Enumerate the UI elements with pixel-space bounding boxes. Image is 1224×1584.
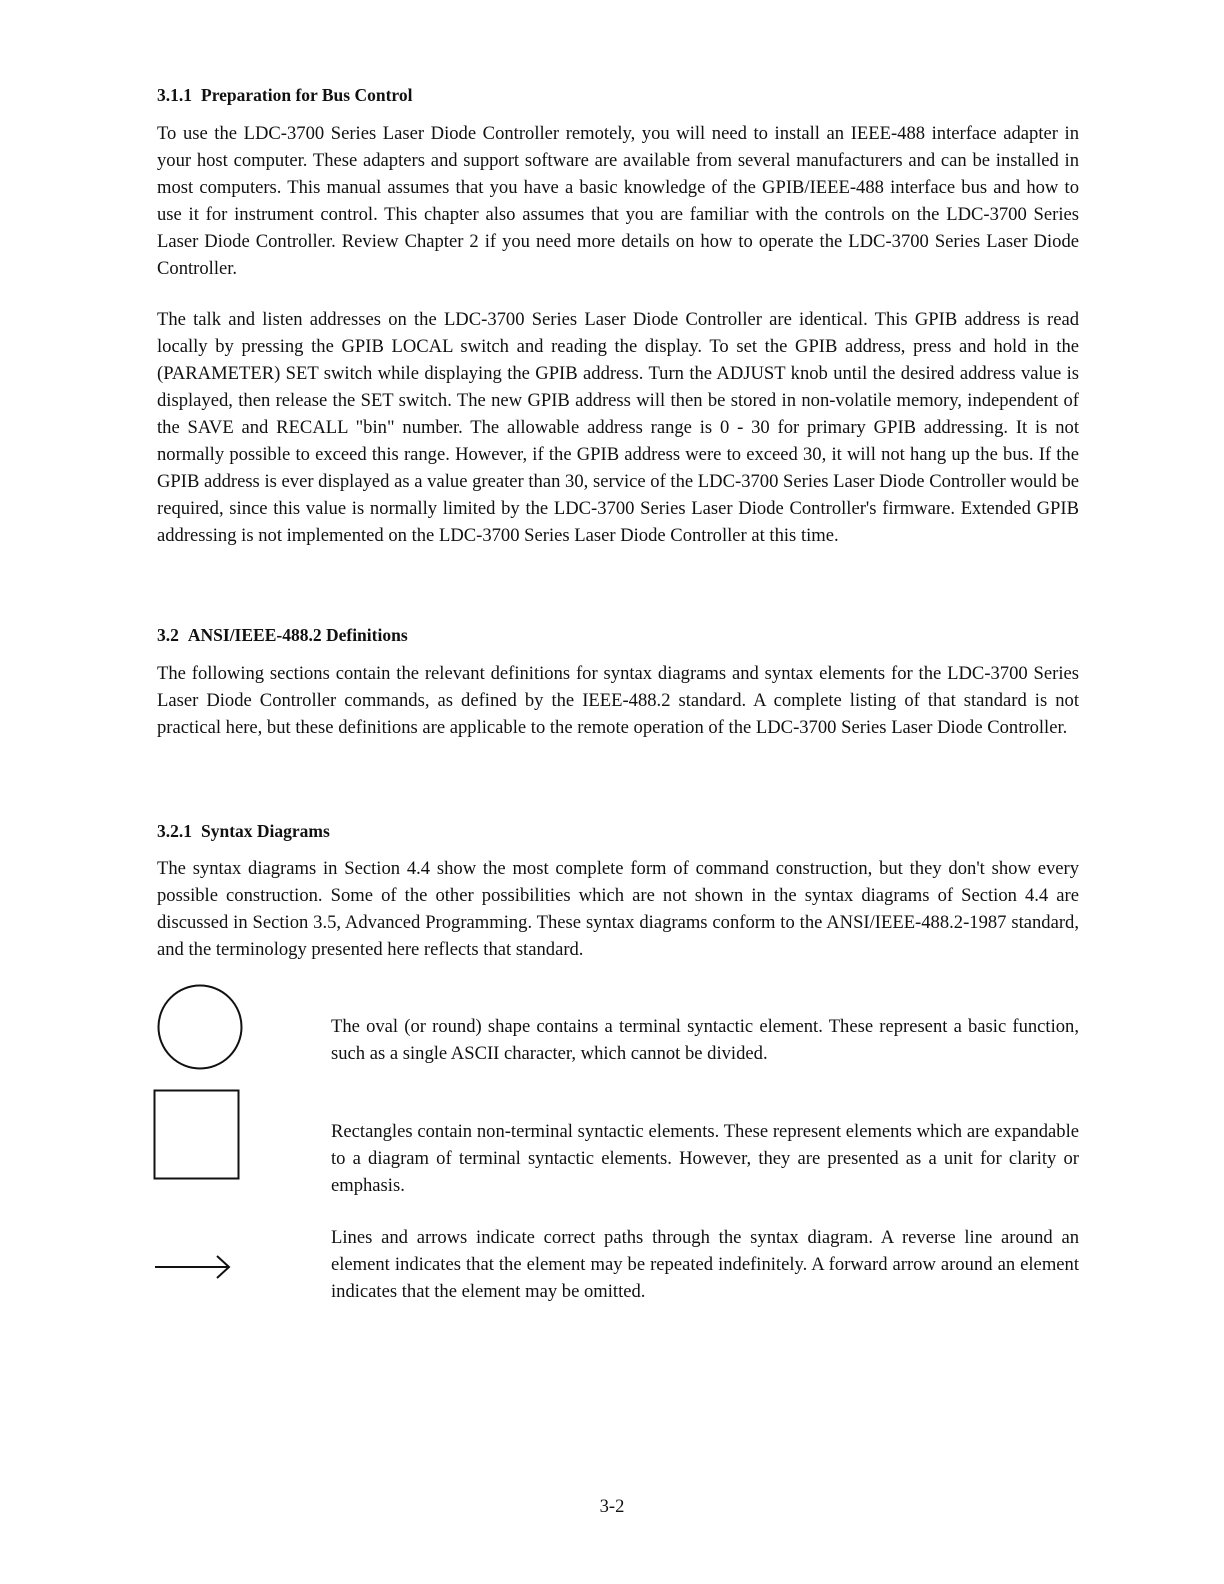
oval-symbol [155, 982, 245, 1072]
section-title: Preparation for Bus Control [201, 85, 413, 105]
legend-arrow-description: Lines and arrows indicate correct paths through the syntax diagram. A reverse line around an element indicates that the element may be repeated indefinitely. A forward arrow around an element indicates that the element may be omitted. [331, 1227, 1079, 1302]
section-heading-3-2-1 [157, 820, 330, 842]
paragraph-bus-control-intro: To use the LDC-3700 Series Laser Diode Controller remotely, you will need to install an IEEE-488 interface adapter in your host computer. These adapters and support software are available from several manufacturers and can be installed in most computers. This manual assumes that you have a basic knowledge of the GPIB/IEEE-488 interface bus and how to use it for instrument control. This chapter also assumes that you are familiar with the controls on the LDC-3700 Series Laser Diode Controller. Review Chapter 2 if you need more details on how to operate the LDC-3700 Series Laser Diode Controller. [157, 123, 1079, 279]
page-number: 3-2 [599, 1496, 625, 1517]
section-title: Syntax Diagrams [201, 821, 330, 841]
section-number: 3.2.1 [157, 821, 192, 841]
section-number: 3.1.1 [157, 85, 192, 105]
paragraph-definitions: The following sections contain the relevant definitions for syntax diagrams and syntax elements for the LDC-3700 Series Laser Diode Controller commands, as defined by the IEEE-488.2 standard. A complete listing of that standard is not practical here, but these definitions are applicable to the remote operation of the LDC-3700 Series Laser Diode Controller. [157, 663, 1079, 738]
paragraph-syntax-diagrams: The syntax diagrams in Section 4.4 show the most complete form of command construction, but they don't show every possible construction. Some of the other possibilities which are not shown in the syntax diagrams of Section 4.4 are discussed in Section 3.5, Advanced Programming. These syntax diagrams conform to the ANSI/IEEE-488.2-1987 standard, and the terminology presented here reflects that standard. [157, 858, 1079, 960]
section-heading-3-2 [157, 624, 408, 646]
paragraph-gpib-address: The talk and listen addresses on the LDC-3700 Series Laser Diode Controller are identical. This GPIB address is read locally by pressing the GPIB LOCAL switch and reading the display. To set the GPIB address, press and hold in the (PARAMETER) SET switch while displaying the GPIB address. Turn the ADJUST knob until the desired address value is displayed, then release the SET switch. The new GPIB address will then be stored in non-volatile memory, independent of the SAVE and RECALL "bin" number. The allowable address range is 0 - 30 for primary GPIB addressing. It is not normally possible to exceed this range. However, if the GPIB address were to exceed 30, it will not hang up the bus. If the GPIB address is ever displayed as a value greater than 30, service of the LDC-3700 Series Laser Diode Controller would be required, since this value is normally limited by the LDC-3700 Series Laser Diode Controller's firmware. Extended GPIB addressing is not implemented on the LDC-3700 Series Laser Diode Controller at this time. [157, 309, 1079, 546]
section-title: ANSI/IEEE-488.2 Definitions [187, 625, 408, 645]
legend-oval-description: The oval (or round) shape contains a terminal syntactic element. These represent a basic function, such as a single ASCII character, which cannot be divided. [331, 1016, 1079, 1064]
section-number: 3.2 [157, 625, 179, 645]
legend-rectangle-description: Rectangles contain non-terminal syntactic elements. These represent elements which are expandable to a diagram of terminal syntactic elements. However, they are presented as a unit for clarity or emphasis. [331, 1121, 1079, 1196]
rectangle-symbol [153, 1089, 241, 1181]
section-heading-3-1-1 [157, 84, 412, 106]
arrow-icon [153, 1252, 233, 1282]
